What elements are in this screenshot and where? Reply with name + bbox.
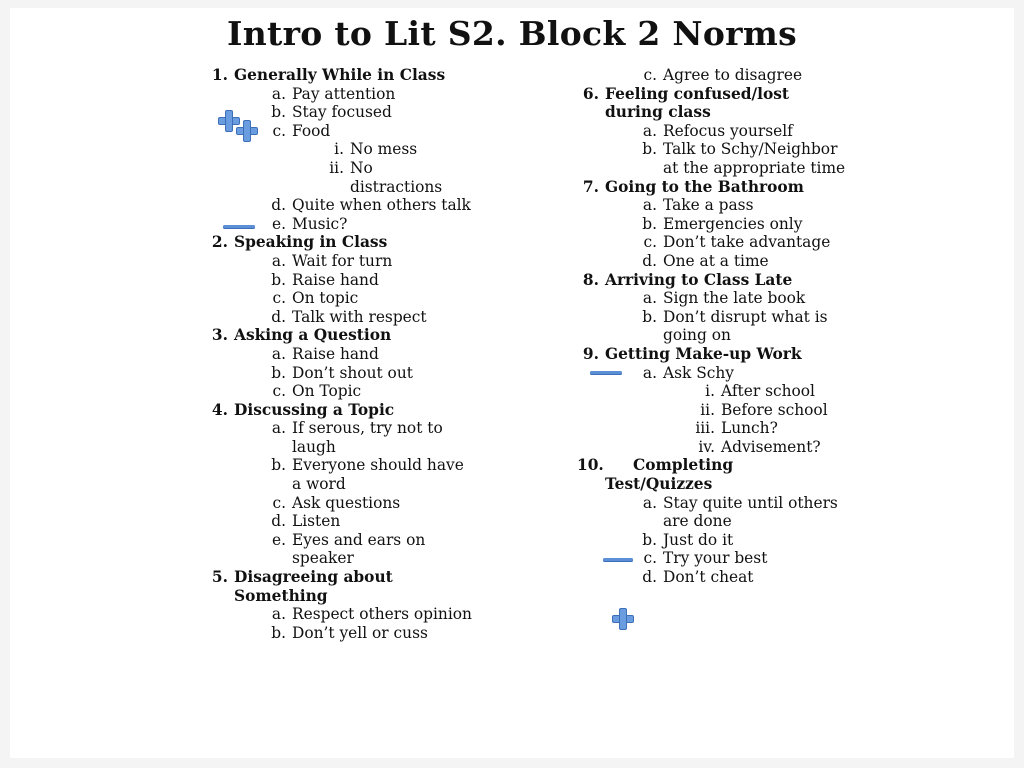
norm-item: b. Everyone should have a word — [271, 456, 464, 494]
norm-item: b. Don’t yell or cuss — [271, 623, 428, 642]
norm-item: a. Refocus yourself — [642, 121, 793, 140]
norm-subitem: i. No mess — [334, 140, 418, 159]
norm-item: a. Take a pass — [642, 196, 754, 215]
minus-mark-icon — [590, 371, 622, 374]
norm-item: a. Wait for turn — [271, 251, 393, 270]
norms-column-left — [206, 66, 506, 642]
norm-item: a. Pay attention — [271, 84, 396, 103]
norm-item: c. Agree to disagree — [643, 66, 803, 84]
norm-item: c. Try your best — [643, 549, 768, 568]
plus-mark-icon — [236, 120, 258, 142]
norm-heading: 10. Completing Test/Quizzes — [577, 456, 734, 494]
norm-item: b. Just do it — [642, 530, 734, 549]
norm-subitem: i. After school — [705, 382, 815, 401]
norm-item: e. Eyes and ears on speaker — [271, 530, 426, 568]
norm-item: a. Raise hand — [271, 344, 379, 363]
norm-item: d. One at a time — [642, 251, 769, 270]
norm-item: a. Sign the late book — [642, 289, 806, 308]
norm-subitem: iv. Advisement? — [698, 437, 821, 456]
norm-heading: 2. Speaking in Class — [211, 233, 388, 252]
norm-item: a. If serous, try not to laugh — [271, 419, 443, 456]
norm-heading: 9. Getting Make-up Work — [582, 344, 802, 363]
norm-subitem: ii. Before school — [700, 400, 828, 419]
norm-heading: 8. Arriving to Class Late — [582, 270, 793, 289]
page-title: Intro to Lit S2. Block 2 Norms — [227, 14, 797, 53]
norm-item: a. Respect others opinion — [271, 605, 472, 624]
norm-heading-text: Completing Test/Quizzes — [605, 456, 734, 494]
norm-item: e. Music? — [271, 214, 348, 233]
norm-heading: 3. Asking a Question — [211, 326, 392, 345]
minus-mark-icon — [223, 225, 255, 228]
norm-item: d. Quite when others talk — [271, 196, 471, 215]
norm-item: c. Ask questions — [272, 493, 401, 512]
norm-item: a. Stay quite until others are done — [642, 493, 838, 531]
minus-mark-icon — [603, 558, 633, 561]
norm-item: c. On Topic — [272, 382, 362, 401]
norm-heading: 7. Going to the Bathroom — [582, 177, 804, 196]
norm-heading: 1. Generally While in Class — [211, 66, 446, 84]
norm-item: c. Food — [272, 121, 331, 140]
norm-subitem: ii. No distractions — [329, 158, 443, 196]
norm-item: b. Emergencies only — [642, 214, 803, 233]
norm-item: b. Don’t shout out — [271, 363, 413, 382]
plus-mark-icon — [612, 608, 634, 630]
document-page — [10, 8, 1014, 758]
norm-item: b. Raise hand — [271, 270, 379, 289]
norm-item: d. Talk with respect — [271, 307, 427, 326]
norm-heading: 6. Feeling confused/lost during class — [582, 84, 790, 122]
norm-item: b. Talk to Schy/Neighbor at the appropriate time — [642, 140, 846, 177]
norm-item: c. Don’t take advantage — [643, 233, 831, 252]
norm-item: d. Don’t cheat — [642, 568, 754, 587]
norm-heading: 4. Discussing a Topic — [211, 400, 395, 419]
norm-item: b. Stay focused — [271, 103, 392, 122]
norm-subitem: iii. Lunch? — [695, 419, 778, 438]
norm-heading: 5. Disagreeing about Something — [211, 568, 393, 605]
norm-item: d. Listen — [271, 512, 341, 531]
norms-column-right — [577, 66, 877, 587]
norm-item: c. On topic — [272, 289, 359, 308]
norm-item: a. Ask Schy — [642, 363, 735, 382]
norm-item: b. Don’t disrupt what is going on — [642, 307, 828, 345]
